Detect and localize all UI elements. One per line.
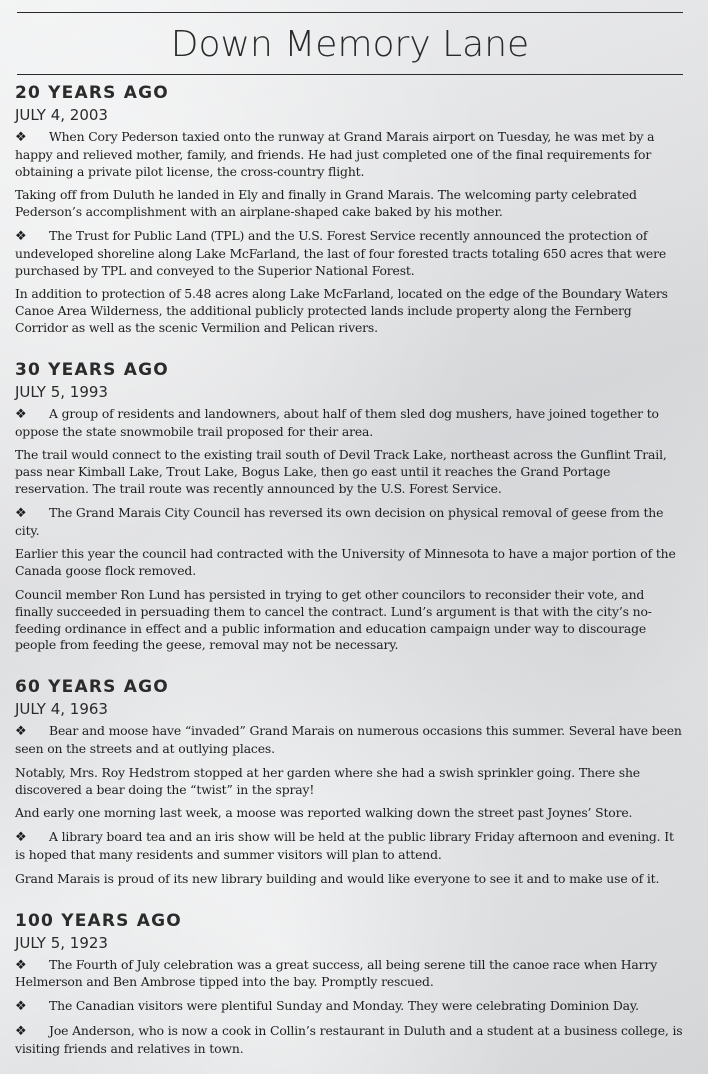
item-text: In addition to protection of 5.48 acres along Lake McFarland, located on the edge of the Boundary Waters Canoe Area Wilderness, the additional publicly protected lands include property along the Fernberg Corridor as well as the scenic Vermilion and Pelican rivers. — [15, 286, 668, 335]
fleuron-bullet-icon: ❖ — [15, 1023, 27, 1039]
news-item — [15, 505, 685, 540]
section-date: JULY 4, 2003 — [15, 106, 108, 124]
news-paragraph — [15, 546, 685, 580]
fleuron-bullet-icon: ❖ — [15, 724, 27, 740]
sections-container — [15, 82, 685, 1057]
news-paragraph — [15, 286, 685, 336]
item-text: Taking off from Duluth he landed in Ely and finally in Grand Marais. The welcoming party celebrated Pederson’s accomplishment with an airplane-shaped cake baked by his mother. — [15, 187, 637, 220]
fleuron-bullet-icon: ❖ — [15, 130, 27, 145]
item-text: The Fourth of July celebration was a great success, all being serene till the canoe race when Harry Helmerson and Ben Ambrose tipped into the bay. Promptly rescued. — [15, 956, 658, 990]
section-heading: 100 YEARS AGO — [15, 910, 182, 931]
item-text: When Cory Pederson taxied onto the runway at Grand Marais airport on Tuesday, he was met by a happy and relieved mother, family, and friends. He had just completed one of the final requirements for obtaining a private pilot license, the cross-country flight. — [15, 129, 655, 179]
item-text: The Trust for Public Land (TPL) and the U.S. Forest Service recently announced the protection of undeveloped shoreline along Lake McFarland, the last of four forested tracts totaling 650 acres that were purchased by TPL and conveyed to the Superior National Forest. — [15, 227, 667, 278]
item-text: A library board tea and an iris show will be held at the public library Friday afternoon and evening. It is hoped that many residents and summer visitors will plan to attend. — [15, 829, 674, 862]
section-100-years-ago — [15, 910, 685, 1058]
news-item — [15, 406, 685, 441]
section-date: JULY 5, 1993 — [15, 382, 108, 401]
item-text: The trail would connect to the existing trail south of Devil Track Lake, northeast across the Gunflint Trail, pass near Kimball Lake, Trout Lake, Bogus Lake, then go east until it reaches the Grand Portage reservation. The trail route was recently announced by the U.S. Forest Service. — [15, 447, 667, 496]
article-page — [15, 0, 685, 1064]
news-item — [15, 1023, 685, 1058]
news-paragraph — [15, 587, 685, 654]
news-item — [15, 998, 685, 1016]
fleuron-bullet-icon: ❖ — [15, 406, 27, 422]
news-paragraph — [15, 871, 685, 888]
fleuron-bullet-icon: ❖ — [15, 228, 27, 244]
item-text: Notably, Mrs. Roy Hedstrom stopped at her garden where she had a swish sprinkler going. There she discovered a bear doing the “twist” in the spray! — [15, 764, 640, 797]
item-text: The Canadian visitors were plentiful Sunday and Monday. They were celebrating Dominion Day. — [49, 998, 639, 1014]
news-paragraph — [15, 187, 685, 221]
section-20-years-ago — [15, 82, 685, 337]
fleuron-bullet-icon: ❖ — [15, 830, 27, 846]
news-item — [15, 228, 685, 279]
section-heading: 30 YEARS AGO — [15, 359, 169, 380]
section-60-years-ago — [15, 676, 685, 887]
section-30-years-ago — [15, 359, 685, 654]
item-text: The Grand Marais City Council has reversed its own decision on physical removal of geese from the city. — [15, 504, 664, 538]
section-heading: 60 YEARS AGO — [15, 677, 169, 698]
section-date: JULY 4, 1963 — [15, 700, 108, 719]
news-item — [15, 829, 685, 864]
news-item — [15, 957, 685, 992]
news-paragraph — [15, 447, 685, 497]
item-text: A group of residents and landowners, about half of them sled dog mushers, have joined together to oppose the state snowmobile trail proposed for their area. — [15, 405, 659, 439]
item-text: Bear and moose have “invaded” Grand Marais on numerous occasions this summer. Several have been seen on the streets and at outlying places. — [15, 723, 682, 756]
section-heading: 20 YEARS AGO — [15, 83, 169, 103]
news-paragraph — [15, 805, 685, 822]
news-item — [15, 129, 685, 180]
fleuron-bullet-icon: ❖ — [15, 999, 27, 1015]
fleuron-bullet-icon: ❖ — [15, 505, 27, 521]
item-text: Grand Marais is proud of its new library building and would like everyone to see it and to make use of it. — [15, 870, 660, 886]
item-text: Joe Anderson, who is now a cook in Collin’s restaurant in Duluth and a student at a business college, is visiting friends and relatives in town. — [15, 1022, 683, 1056]
news-paragraph — [15, 765, 685, 799]
section-date: JULY 5, 1923 — [15, 933, 108, 952]
column-title: Down Memory Lane — [170, 24, 530, 65]
item-text: And early one morning last week, a moose was reported walking down the street past Joynes’ Store. — [15, 805, 633, 821]
item-text: Earlier this year the council had contracted with the University of Minnesota to have a major portion of the Canada goose flock removed. — [15, 546, 676, 579]
news-item — [15, 723, 685, 758]
bottom-rule — [17, 74, 683, 75]
fleuron-bullet-icon: ❖ — [15, 957, 27, 973]
item-text: Council member Ron Lund has persisted in trying to get other councilors to reconsider their vote, and finally succeeded in persuading them to cancel the contract. Lund’s argument is that with the city’s no-feeding ordinance in effect and a public information and education campaign under way to discourage people from feeding the geese, removal may not be necessary. — [15, 586, 652, 653]
